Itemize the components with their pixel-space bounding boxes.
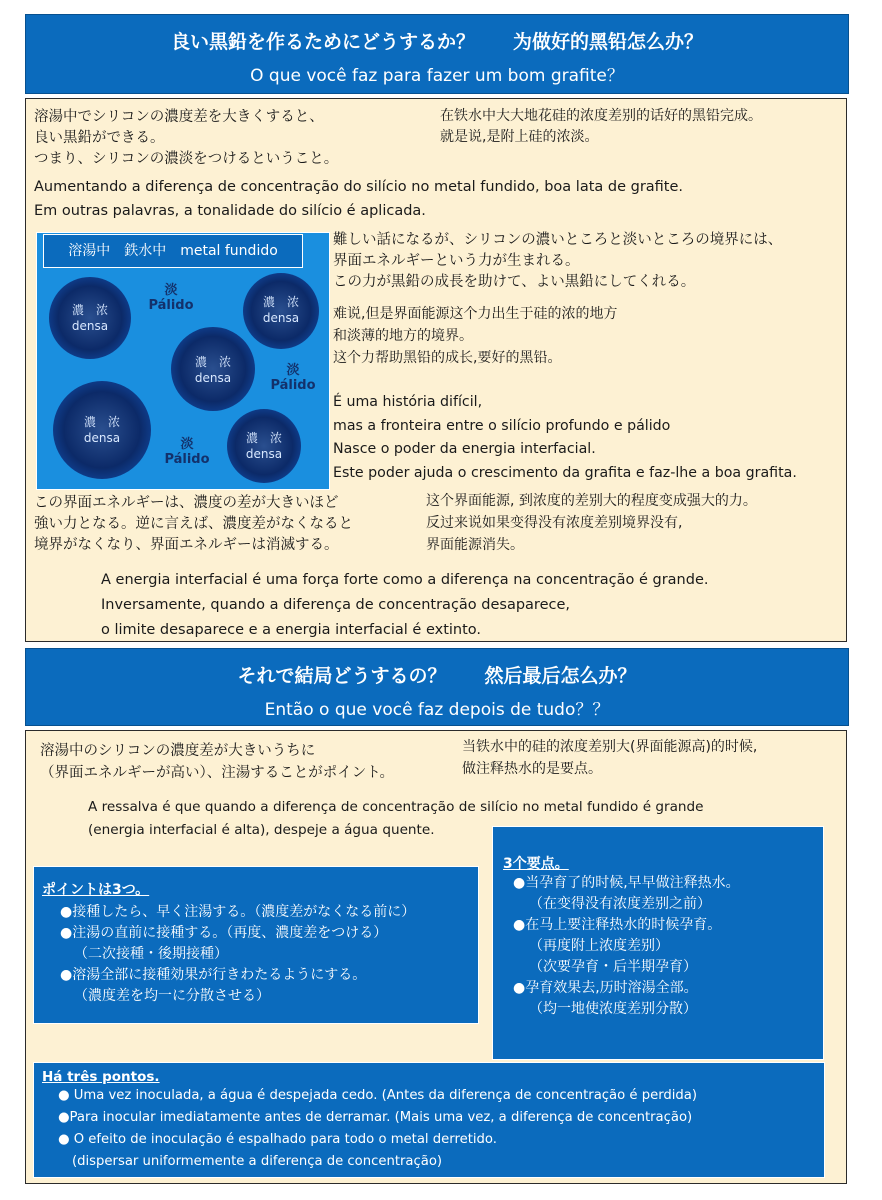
dense-jp-label: 濃 浓 <box>245 431 282 445</box>
energy-jp <box>34 493 353 556</box>
pale-jp-label: 淡 <box>286 363 300 378</box>
points-pt-item: ● Uma vez inoculada, a água é despejada cedo. (Antes da diferença de concentração é perdida) <box>58 1088 698 1103</box>
points-pt-item: ● O efeito de inoculação é espalhado para todo o metal derretido. <box>58 1132 497 1147</box>
points-jp-item: ●注湯の直前に接種する。（再度、濃度差をつける） <box>60 925 388 941</box>
points-cn-heading: 3个要点。 <box>503 856 569 872</box>
points-pt-item: ●Para inocular imediatamente antes de derramar. (Mais uma vez, a diferença de concentração) <box>58 1110 693 1125</box>
points-cn-item: （再度附上浓度差别） <box>529 938 669 954</box>
diagram-label <box>43 234 303 268</box>
section2-title-banner <box>25 648 849 726</box>
points-pt-item: (dispersar uniformemente a diferença de concentração) <box>72 1154 443 1169</box>
pale-region-label <box>157 433 217 467</box>
energy-cn-line: 这个界面能源, 到浓度的差别大的程度变成强大的力。 <box>426 493 757 509</box>
points-pt-heading: Há três pontos. <box>42 1069 160 1085</box>
pale-pt-label: Pálido <box>164 452 210 467</box>
points-cn-item: ●当孕育了的时候,早早做注释热水。 <box>513 875 740 891</box>
pale-region-label <box>263 359 323 393</box>
metal-fundido-diagram <box>36 232 330 490</box>
key-jp-line: （界面エネルギーが高い）、注湯することがポイント。 <box>40 765 394 781</box>
section1-title-line1: 良い黒鉛を作るためにどうするか？ 为做好的黑铅怎么办？ <box>170 31 703 53</box>
boundary-jp <box>333 230 782 293</box>
boundary-jp-line: 界面エネルギーという力が生まれる。 <box>333 253 580 269</box>
boundary-pt-line: Nasce o poder da energia interfacial. <box>333 441 596 457</box>
energy-pt-line: A energia interfacial é uma força forte como a diferença na concentração é grande. <box>101 572 709 588</box>
section2-title-line1: それで結局どうするの？ 然后最后怎么办？ <box>237 665 637 687</box>
dense-jp-label: 濃 浓 <box>194 355 231 369</box>
dense-pt-label: densa <box>194 371 232 385</box>
dense-jp-label: 濃 浓 <box>83 415 120 429</box>
dense-pt-label: densa <box>83 431 121 445</box>
boundary-jp-line: この力が黒鉛の成長を助けて、よい黒鉛にしてくれる。 <box>333 274 696 290</box>
points-cn-item: ●孕育效果去,历时溶湯全部。 <box>513 980 698 996</box>
boundary-jp-line: 難しい話になるが、シリコンの濃いところと淡いところの境界には、 <box>333 232 783 248</box>
points-jp-item: ●接種したら、早く注湯する。（濃度差がなくなる前に） <box>60 904 416 920</box>
points-jp-box <box>33 866 479 1024</box>
boundary-pt-line: É uma história difícil, <box>333 394 483 410</box>
pale-region-label <box>141 279 201 313</box>
intro-cn-line: 就是说,是附上硅的浓淡。 <box>440 129 599 145</box>
energy-cn-line: 反过来说如果变得没有浓度差别境界没有, <box>426 515 683 531</box>
dense-region <box>227 409 301 483</box>
energy-jp-line: この界面エネルギーは、濃度の差が大きいほど <box>34 495 339 511</box>
intro-jp <box>34 107 338 170</box>
pale-pt-label: Pálido <box>148 298 194 313</box>
dense-region <box>49 277 131 359</box>
points-cn-item: ●在马上要注释热水的时候孕育。 <box>513 917 722 933</box>
energy-cn-line: 界面能源消失。 <box>426 537 524 553</box>
intro-jp-line: 良い黒鉛ができる。 <box>34 130 165 146</box>
section1-title-banner <box>25 14 849 94</box>
dense-pt-label: densa <box>245 447 283 461</box>
boundary-cn-line: 和淡薄的地方的境界。 <box>333 328 473 344</box>
boundary-pt <box>333 391 797 485</box>
boundary-pt-line: Este poder ajuda o crescimento da grafita e faz-lhe a boa grafita. <box>333 464 797 481</box>
energy-jp-line: 強い力となる。逆に言えば、濃度差がなくなると <box>34 516 353 532</box>
intro-jp-line: つまり、シリコンの濃淡をつけるということ。 <box>34 151 339 167</box>
dense-jp-label: 濃 浓 <box>71 303 108 317</box>
section2-title-line2: Então o que você faz depois de tudo？？ <box>264 700 610 720</box>
pale-pt-label: Pálido <box>270 378 316 393</box>
key-cn <box>462 736 757 780</box>
key-cn-line: 当铁水中的硅的浓度差别大(界面能源高)的时候, <box>462 739 758 755</box>
energy-pt-line: o limite desaparece e a energia interfacial é extinto. <box>101 622 482 638</box>
boundary-pt-line: mas a fronteira entre o silício profundo e pálido <box>333 417 671 434</box>
points-cn-item: （均一地使浓度差别分散） <box>529 1001 697 1017</box>
diagram-label-text: 溶湯中 鉄水中 metal fundido <box>68 243 278 259</box>
points-pt-box <box>33 1062 825 1178</box>
key-jp <box>40 740 394 784</box>
pale-jp-label: 淡 <box>180 437 194 452</box>
dense-jp-label: 濃 浓 <box>262 295 299 309</box>
energy-pt-line: Inversamente, quando a diferença de concentração desaparece, <box>101 597 570 613</box>
intro-jp-line: 溶湯中でシリコンの濃度差を大きくすると、 <box>34 109 324 125</box>
points-cn-box <box>492 826 824 1060</box>
energy-jp-line: 境界がなくなり、界面エネルギーは消滅する。 <box>34 537 339 553</box>
dense-pt-label: densa <box>71 319 109 333</box>
boundary-cn-line: 这个力帮助黑铅的成长,要好的黑铅。 <box>333 350 562 366</box>
dense-region <box>171 327 255 411</box>
key-jp-line: 溶湯中のシリコンの濃度差が大きいうちに <box>40 743 316 759</box>
energy-pt <box>101 568 708 643</box>
intro-cn-line: 在铁水中大大地花硅的浓度差别的话好的黑铅完成。 <box>440 108 762 124</box>
dense-region <box>53 381 151 479</box>
key-cn-line: 做注释热水的是要点。 <box>462 761 602 777</box>
intro-pt-line: Em outras palavras, a tonalidade do silício é aplicada. <box>34 203 426 219</box>
points-jp-item: （濃度差を均一に分散させる） <box>74 988 270 1004</box>
energy-cn <box>426 490 757 556</box>
intro-pt <box>34 175 683 223</box>
section1-title-line2: O que você faz para fazer um bom grafite？ <box>250 66 624 86</box>
boundary-cn <box>333 303 617 369</box>
intro-cn <box>440 106 762 148</box>
points-jp-item: ●溶湯全部に接種効果が行きわたるようにする。 <box>60 967 367 983</box>
points-jp-item: （二次接種・後期接種） <box>74 946 228 962</box>
pale-jp-label: 淡 <box>164 283 178 298</box>
dense-region <box>243 273 319 349</box>
points-jp-heading: ポイントは3つ。 <box>42 882 150 898</box>
points-cn-item: （次要孕育・后半期孕育） <box>529 959 697 975</box>
points-cn-item: （在变得没有浓度差别之前） <box>529 896 711 912</box>
boundary-cn-line: 难说,但是界面能源这个力出生于硅的浓的地方 <box>333 306 618 322</box>
intro-pt-line: Aumentando a diferença de concentração do silício no metal fundido, boa lata de grafite. <box>34 179 684 195</box>
dense-pt-label: densa <box>262 311 300 325</box>
key-pt-line: (energia interfacial é alta), despeje a água quente. <box>88 822 435 838</box>
key-pt-line: A ressalva é que quando a diferença de concentração de silício no metal fundido é grande <box>88 799 704 815</box>
